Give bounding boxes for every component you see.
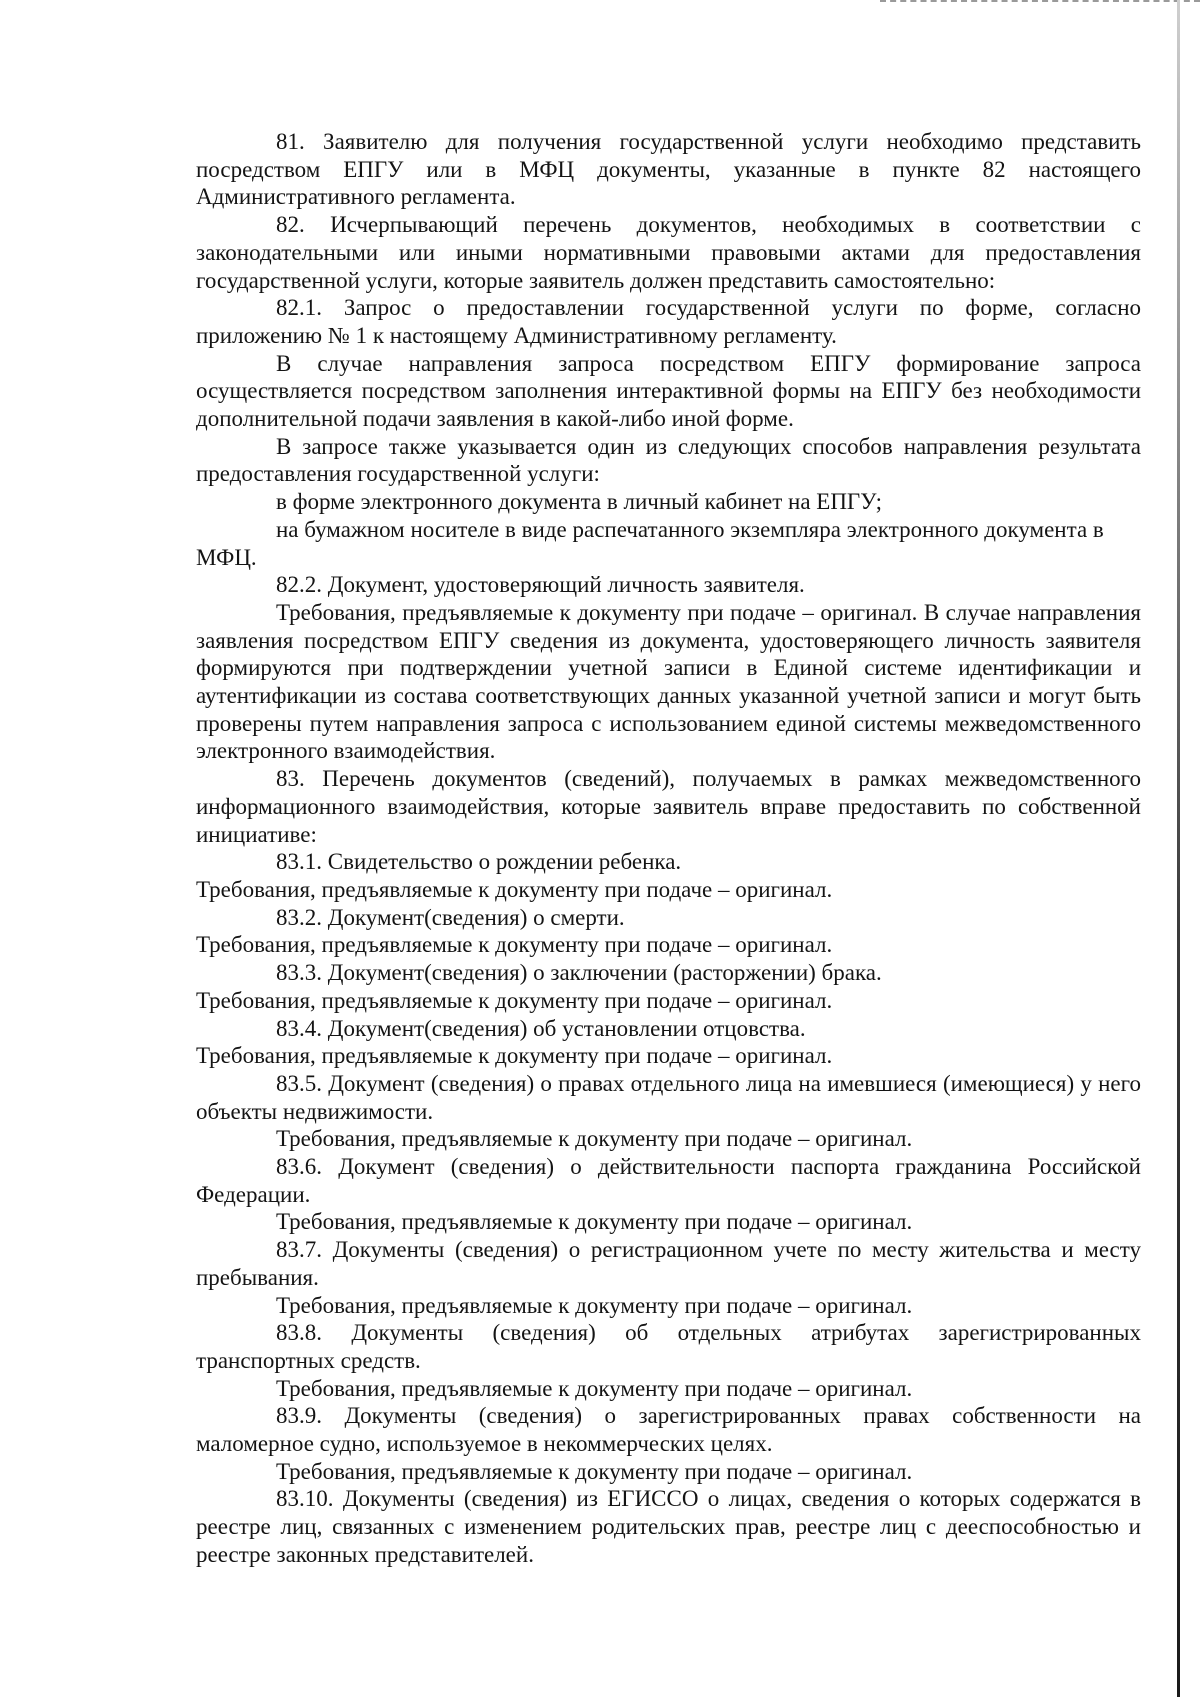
paragraph-83-10: 83.10. Документы (сведения) из ЕГИССО о лицах, сведения о которых содержатся в реестре лиц, связанных с изменением родительских прав, реестре лиц с дееспособностью и реестре законных представителей. (196, 1486, 1141, 1567)
paragraph-83-7: 83.7. Документы (сведения) о регистрационном учете по месту жительства и месту пребывания. (196, 1237, 1141, 1290)
paragraph-83-1: 83.1. Свидетельство о рождении ребенка. (276, 849, 682, 875)
paragraph-83-7-requirements: Требования, предъявляемые к документу при подаче – оригинал. (276, 1292, 913, 1318)
paragraph-83-2-requirements: Требования, предъявляемые к документу при подаче – оригинал. (196, 932, 833, 958)
paragraph-82-1-way-1: в форме электронного документа в личный кабинет на ЕПГУ; (276, 489, 883, 515)
paragraph-81: 81. Заявителю для получения государственной услуги необходимо представить посредством ЕПГУ или в МФЦ документы, указанные в пункте 82 настоящего Административного регламента. (196, 129, 1141, 210)
paragraph-82-1-ways: В запросе также указывается один из следующих способов направления результата предоставления государственной услуги: (196, 433, 1141, 487)
paragraph-83-2: 83.2. Документ(сведения) о смерти. (276, 904, 625, 930)
paragraph-83-6: 83.6. Документ (сведения) о действительности паспорта гражданина Российской Федерации. (196, 1154, 1141, 1207)
paragraph-83-5: 83.5. Документ (сведения) о правах отдельного лица на имевшиеся (имеющиеся) у него объекты недвижимости. (196, 1070, 1141, 1124)
paragraph-83: 83. Перечень документов (сведений), получаемых в рамках межведомственного информационного взаимодействия, которые заявитель вправе предоставить по собственной инициативе: (196, 766, 1141, 847)
page-edge-right (1177, 0, 1180, 1697)
paragraph-83-9-requirements: Требования, предъявляемые к документу при подаче – оригинал. (276, 1458, 913, 1484)
paragraph-82-2: 82.2. Документ, удостоверяющий личность заявителя. (276, 572, 805, 598)
page-edge-top (880, 0, 1200, 4)
paragraph-82: 82. Исчерпывающий перечень документов, необходимых в соответствии с законодательными или иными нормативными правовыми актами для предоставления государственной услуги, которые заявитель должен представить самостоятельно: (196, 212, 1141, 293)
paragraph-83-6-requirements: Требования, предъявляемые к документу при подаче – оригинал. (276, 1209, 913, 1235)
paragraph-83-8-requirements: Требования, предъявляемые к документу при подаче – оригинал. (276, 1375, 913, 1401)
paragraph-83-9: 83.9. Документы (сведения) о зарегистрированных правах собственности на маломерное судно, используемое в некоммерческих целях. (196, 1403, 1141, 1457)
paragraph-83-1-requirements: Требования, предъявляемые к документу при подаче – оригинал. (196, 876, 833, 902)
paragraph-83-8: 83.8. Документы (сведения) об отдельных атрибутах зарегистрированных транспортных средств. (196, 1320, 1141, 1373)
paragraph-82-1-epgu: В случае направления запроса посредством ЕПГУ формирование запроса осуществляется посредством заполнения интерактивной формы на ЕПГУ без необходимости дополнительной подачи заявления в какой-либо иной форме. (196, 350, 1141, 432)
document-body (196, 128, 1141, 1569)
paragraph-82-1-way-2: на бумажном носителе в виде распечатанного экземпляра электронного документа в МФЦ. (196, 516, 1104, 570)
paragraph-83-5-requirements: Требования, предъявляемые к документу при подаче – оригинал. (276, 1126, 913, 1152)
paragraph-83-3: 83.3. Документ(сведения) о заключении (расторжении) брака. (276, 960, 882, 986)
paragraph-82-2-requirements: Требования, предъявляемые к документу при подаче – оригинал. В случае направления заявления посредством ЕПГУ сведения из документа, удостоверяющего личность заявителя формируются при подтверждении учетной записи в Единой системе идентификации и аутентификации из состава соответствующих данных указанной учетной записи и могут быть проверены путем направления запроса с использованием единой системы межведомственного электронного взаимодействия. (196, 599, 1141, 764)
paragraph-83-3-requirements: Требования, предъявляемые к документу при подаче – оригинал. (196, 987, 833, 1013)
paragraph-83-4-requirements: Требования, предъявляемые к документу при подаче – оригинал. (196, 1043, 833, 1069)
paragraph-83-4: 83.4. Документ(сведения) об установлении отцовства. (276, 1015, 806, 1041)
paragraph-82-1: 82.1. Запрос о предоставлении государственной услуги по форме, согласно приложению № 1 к настоящему Административному регламенту. (196, 295, 1141, 348)
